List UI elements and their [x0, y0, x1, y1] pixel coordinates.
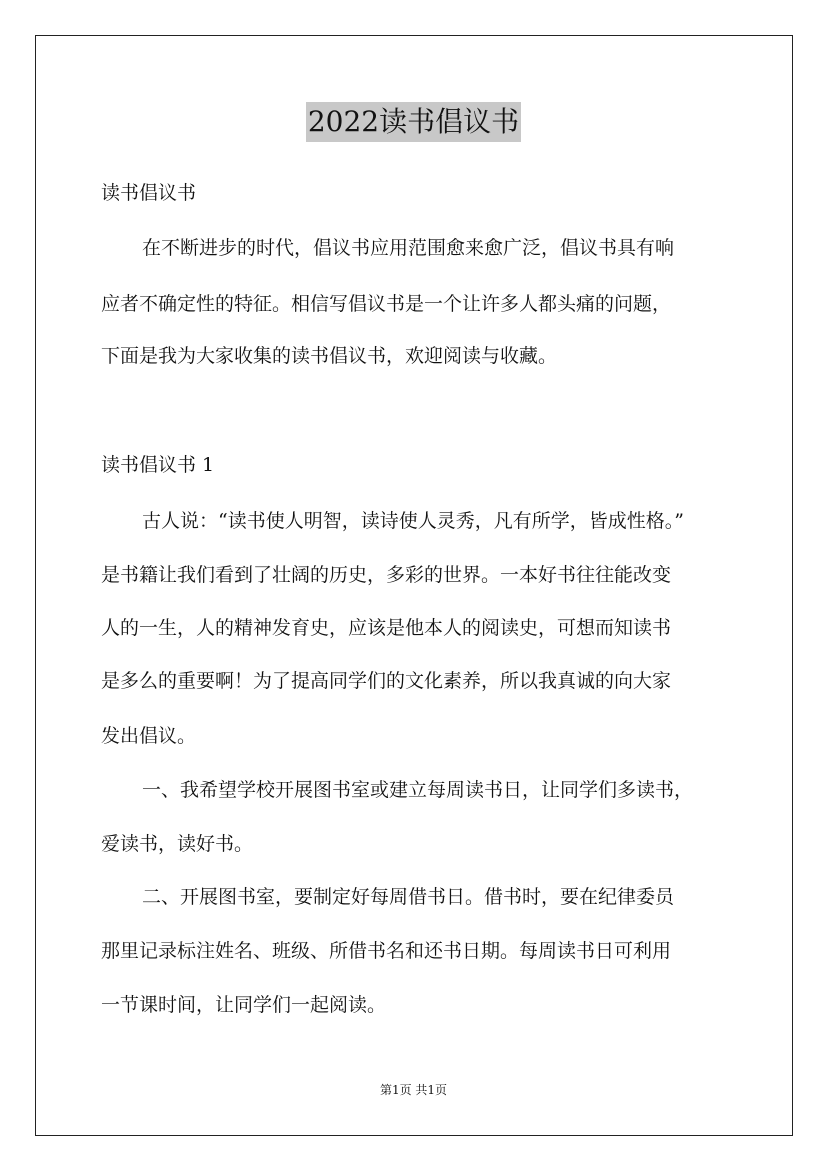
paragraph-line: 爱读书，读好书。	[101, 833, 254, 855]
paragraph-line: 下面是我为大家收集的读书倡议书，欢迎阅读与收藏。	[101, 345, 558, 367]
document-title-text: 2022读书倡议书	[306, 102, 521, 142]
paragraph-line: 二、开展图书室，要制定好每周借书日。借书时，要在纪律委员	[142, 886, 675, 908]
page-footer: 第1页 共1页	[379, 1083, 448, 1097]
paragraph-line: 是书籍让我们看到了壮阔的历史，多彩的世界。一本好书往往能改变	[101, 564, 672, 586]
paragraph-line: 在不断进步的时代，倡议书应用范围愈来愈广泛，倡议书具有响	[142, 237, 675, 259]
paragraph-line: 应者不确定性的特征。相信写倡议书是一个让许多人都头痛的问题，	[101, 293, 672, 315]
section-heading: 读书倡议书 1	[101, 454, 215, 476]
paragraph-line: 一、我希望学校开展图书室或建立每周读书日，让同学们多读书，	[142, 779, 694, 801]
paragraph-line: 那里记录标注姓名、班级、所借书名和还书日期。每周读书日可利用	[101, 940, 672, 962]
paragraph-line: 发出倡议。	[101, 725, 197, 747]
paragraph-line: 人的一生，人的精神发育史，应该是他本人的阅读史，可想而知读书	[101, 617, 672, 639]
document-title	[0, 101, 827, 142]
section-heading: 读书倡议书	[101, 182, 197, 204]
paragraph-line: 一节课时间，让同学们一起阅读。	[101, 994, 387, 1016]
paragraph-line: 古人说：“读书使人明智，读诗使人灵秀，凡有所学，皆成性格。”	[142, 510, 684, 532]
paragraph-line: 是多么的重要啊！为了提高同学们的文化素养，所以我真诚的向大家	[101, 670, 672, 692]
